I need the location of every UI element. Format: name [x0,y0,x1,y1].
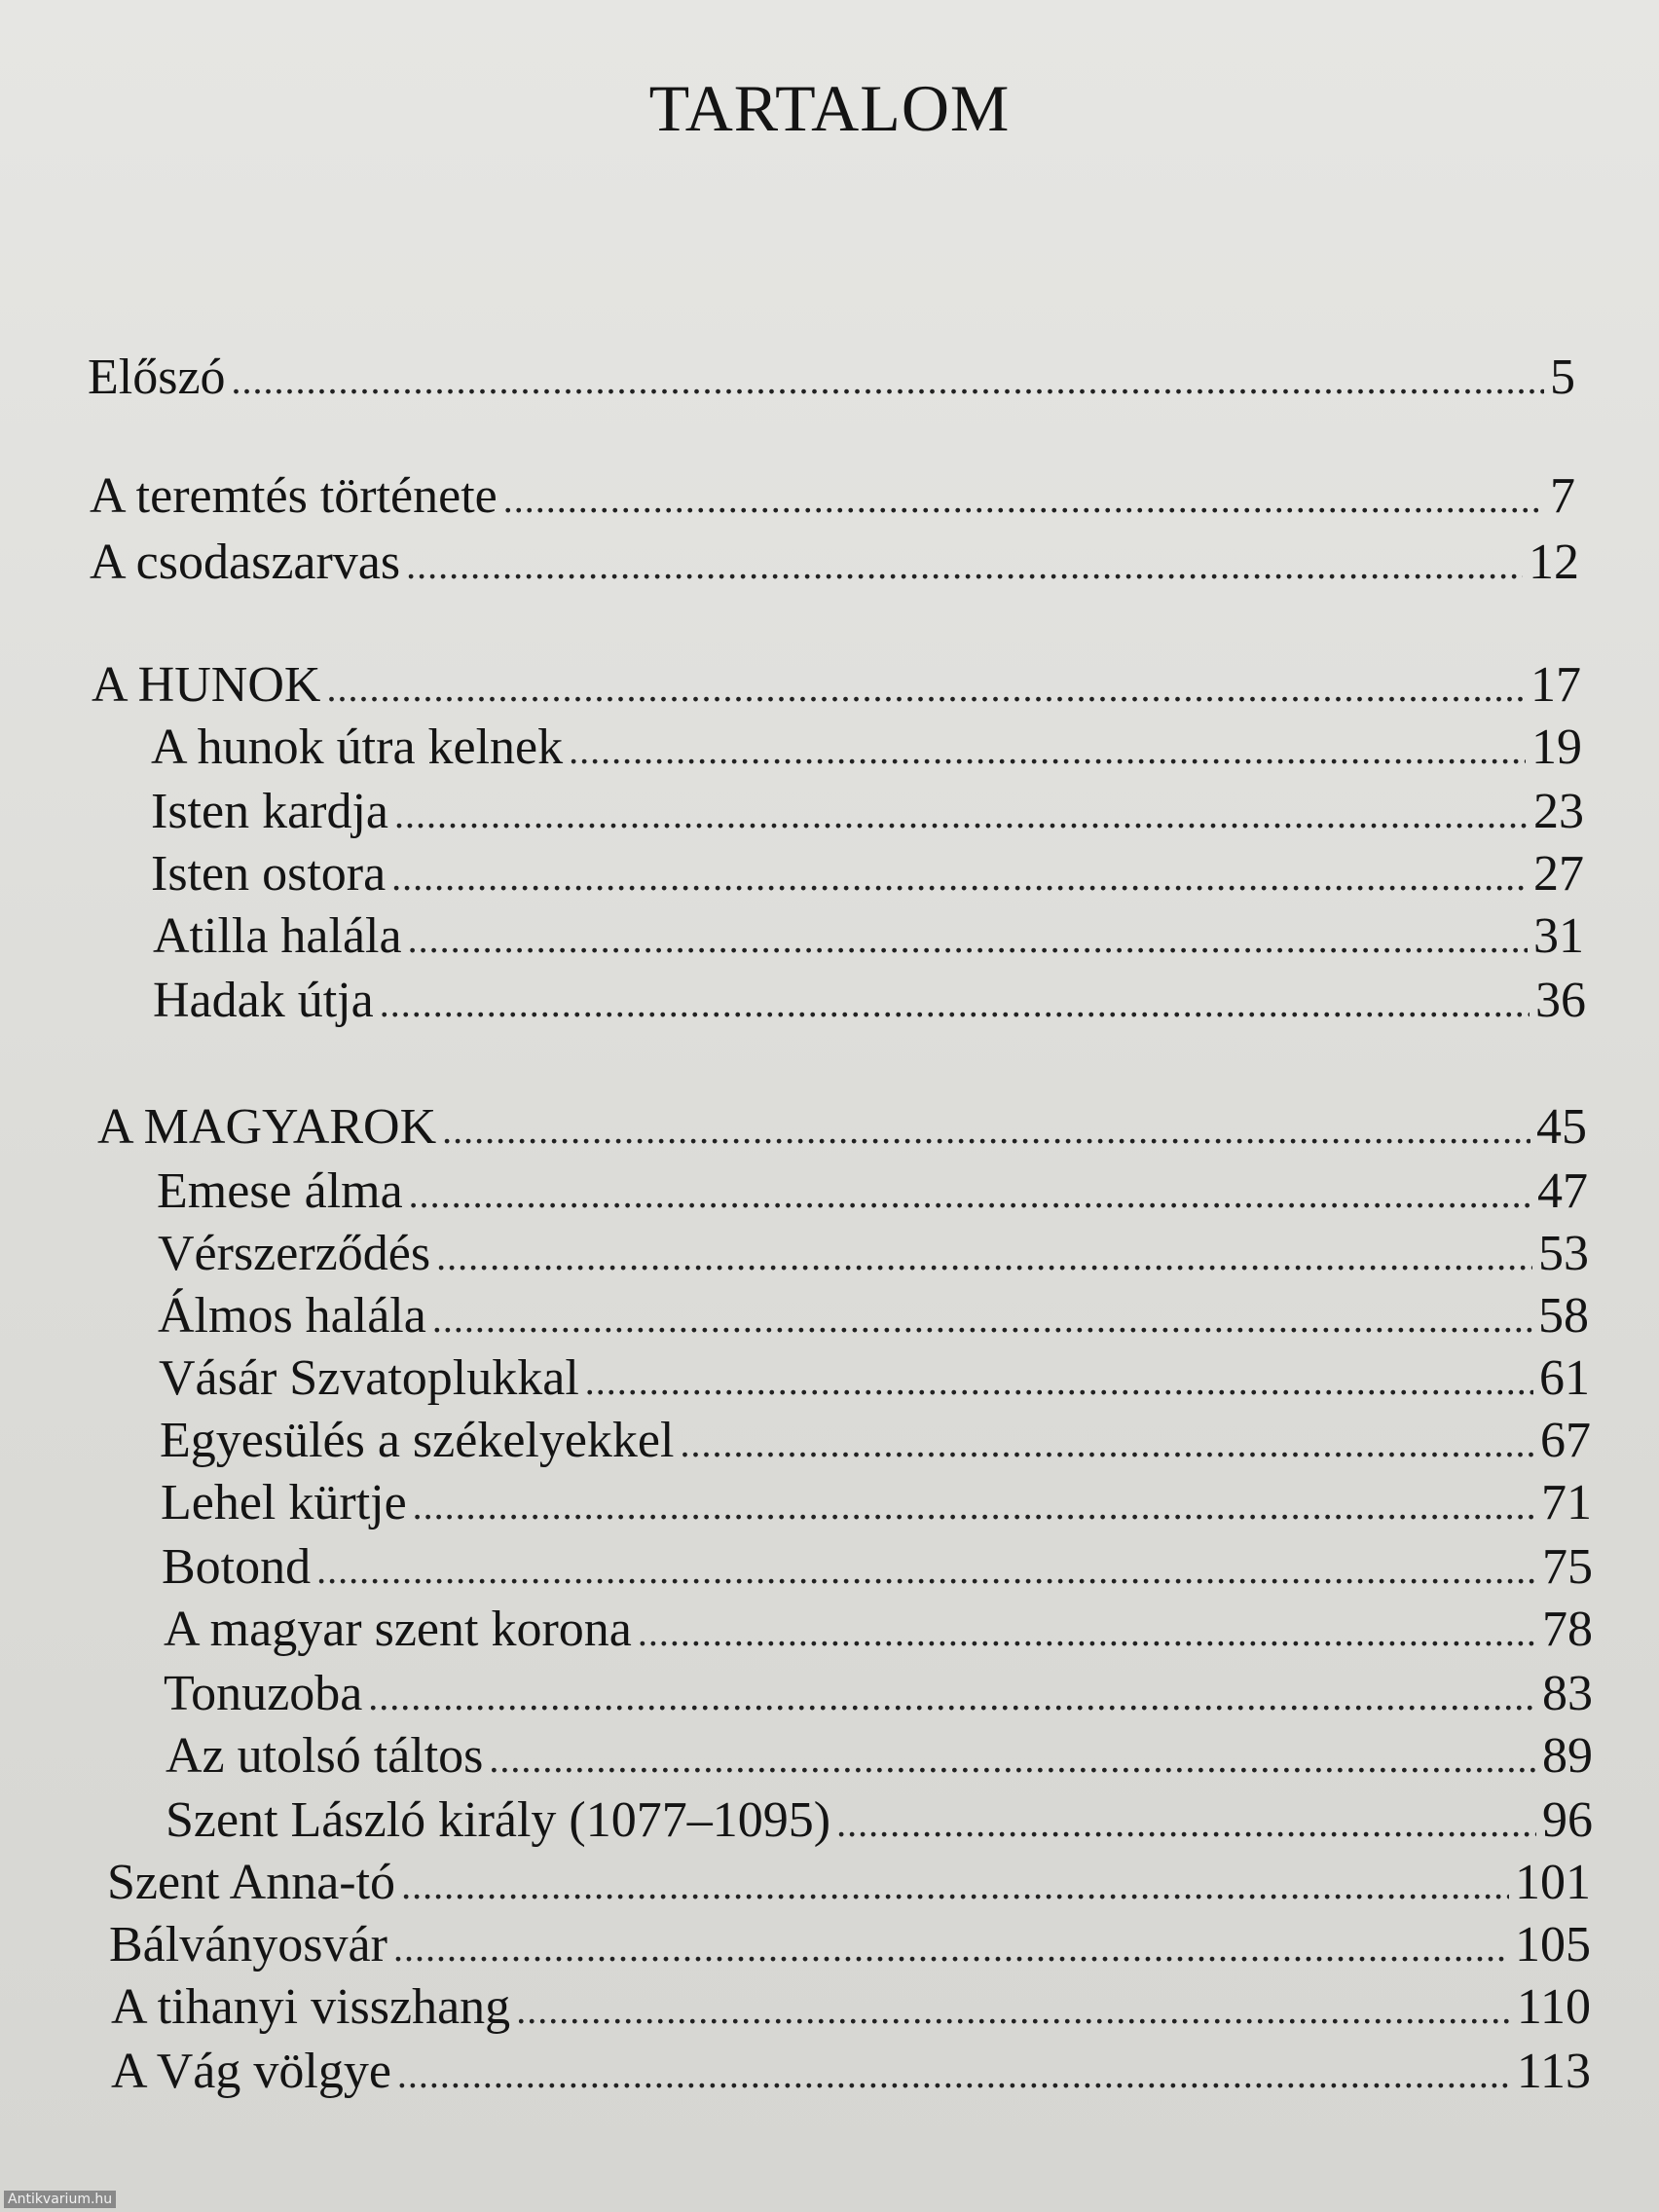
dot-leader [393,1919,1509,1977]
toc-entry [109,1916,1591,1977]
toc-entry-label: Isten kardja [151,784,389,839]
page-title: TARTALOM [648,71,1011,145]
dot-leader [413,1477,1535,1535]
toc-entry [90,534,1579,595]
toc-entry [151,783,1584,844]
toc-entry-label: Álmos halála [158,1288,426,1344]
toc-entry-label: A MAGYAROK [97,1099,437,1155]
dot-leader [442,1101,1530,1160]
toc-entry-label: Botond [162,1539,312,1595]
toc-entry-page: 96 [1542,1792,1593,1848]
dot-leader [316,1541,1536,1600]
toc-entry-label: A csodaszarvas [90,535,401,590]
dot-leader [569,721,1526,780]
toc-entry [160,1412,1591,1473]
toc-entry-label: A magyar szent korona [164,1602,632,1657]
toc-entry [97,1098,1587,1160]
toc-entry-page: 53 [1538,1226,1589,1281]
toc-entry-label: Vérszerződés [158,1226,431,1281]
toc-entry-page: 47 [1537,1163,1588,1219]
toc-entry [161,1474,1592,1535]
toc-entry-label: Hadak útja [153,973,374,1028]
dot-leader [391,848,1528,906]
toc-entry [158,1225,1589,1286]
toc-entry [166,1727,1593,1788]
toc-entry-page: 105 [1515,1917,1591,1972]
toc-entry-label: A tihanyi visszhang [111,1979,511,2035]
toc-entry-page: 23 [1533,784,1584,839]
toc-entry [153,907,1584,969]
toc-entry-label: Atilla halála [153,908,402,964]
toc-entry [166,1791,1593,1853]
toc-entry-page: 45 [1536,1099,1587,1155]
toc-entry-label: Szent László király (1077–1095) [166,1792,831,1848]
toc-entry-page: 27 [1533,846,1584,902]
toc-entry [159,1349,1590,1411]
dot-leader [409,1165,1531,1224]
toc-entry [153,972,1586,1033]
dot-leader [836,1794,1536,1853]
toc-entry-label: Tonuzoba [164,1666,363,1721]
toc-entry-label: A HUNOK [92,657,321,713]
toc-entry-page: 7 [1550,468,1575,524]
dot-leader [380,975,1530,1033]
toc-entry-label: A Vág völgye [111,2044,391,2099]
toc-entry-page: 58 [1538,1288,1589,1344]
toc-entry-label: Isten ostora [151,846,387,902]
dot-leader [401,1857,1509,1915]
toc-entry [151,719,1582,780]
dot-leader [503,470,1544,529]
toc-entry-page: 83 [1542,1666,1593,1721]
toc-entry-page: 61 [1539,1350,1590,1406]
toc-entry-label: Vásár Szvatoplukkal [159,1350,579,1406]
toc-entry [162,1538,1593,1600]
toc-entry-page: 71 [1541,1475,1592,1530]
toc-entry [164,1665,1593,1726]
dot-leader [406,536,1523,595]
toc-entry-label: Szent Anna-tó [107,1855,396,1910]
dot-leader [408,910,1528,969]
dot-leader [368,1668,1536,1726]
dot-leader [489,1730,1536,1788]
toc-entry [92,656,1581,718]
toc-entry-page: 75 [1542,1539,1593,1595]
toc-entry [111,2043,1591,2104]
toc-entry-page: 110 [1516,1979,1591,2035]
toc-entry-page: 31 [1533,908,1584,964]
toc-entry-page: 113 [1516,2044,1591,2099]
dot-leader [326,659,1525,718]
toc-entry [88,349,1575,410]
toc-entry-page: 12 [1529,535,1579,590]
toc-entry-page: 36 [1535,973,1586,1028]
toc-entry-label: Az utolsó táltos [166,1728,484,1784]
toc-entry-label: Lehel kürtje [161,1475,407,1530]
dot-leader [394,786,1528,844]
toc-entry [111,1978,1591,2040]
toc-entry-page: 89 [1542,1728,1593,1784]
toc-entry [164,1601,1593,1662]
toc-entry-page: 17 [1530,657,1581,713]
toc-entry-page: 67 [1540,1413,1591,1468]
toc-entry-page: 5 [1550,350,1575,405]
toc-entry-label: Egyesülés a székelyekkel [160,1413,675,1468]
toc-entry-label: Előszó [88,350,226,405]
watermark-label: Antikvarium.hu [4,2191,116,2208]
toc-entry [90,467,1575,529]
toc-entry-page: 101 [1515,1855,1591,1910]
toc-entry-label: A teremtés története [90,468,498,524]
toc-entry [151,845,1584,906]
toc-entry-label: Bálványosvár [109,1917,387,1972]
dot-leader [232,351,1544,410]
dot-leader [436,1228,1532,1286]
toc-entry [107,1854,1591,1915]
dot-leader [516,1981,1511,2040]
toc-entry-page: 19 [1531,719,1582,775]
dot-leader [638,1604,1536,1662]
toc-entry-label: A hunok útra kelnek [151,719,564,775]
dot-leader [585,1352,1533,1411]
toc-entry [158,1287,1589,1348]
toc-entry [157,1162,1588,1224]
dot-leader [680,1415,1534,1473]
toc-entry-label: Emese álma [157,1163,403,1219]
dot-leader [432,1290,1532,1348]
dot-leader [397,2046,1511,2104]
toc-entry-page: 78 [1542,1602,1593,1657]
